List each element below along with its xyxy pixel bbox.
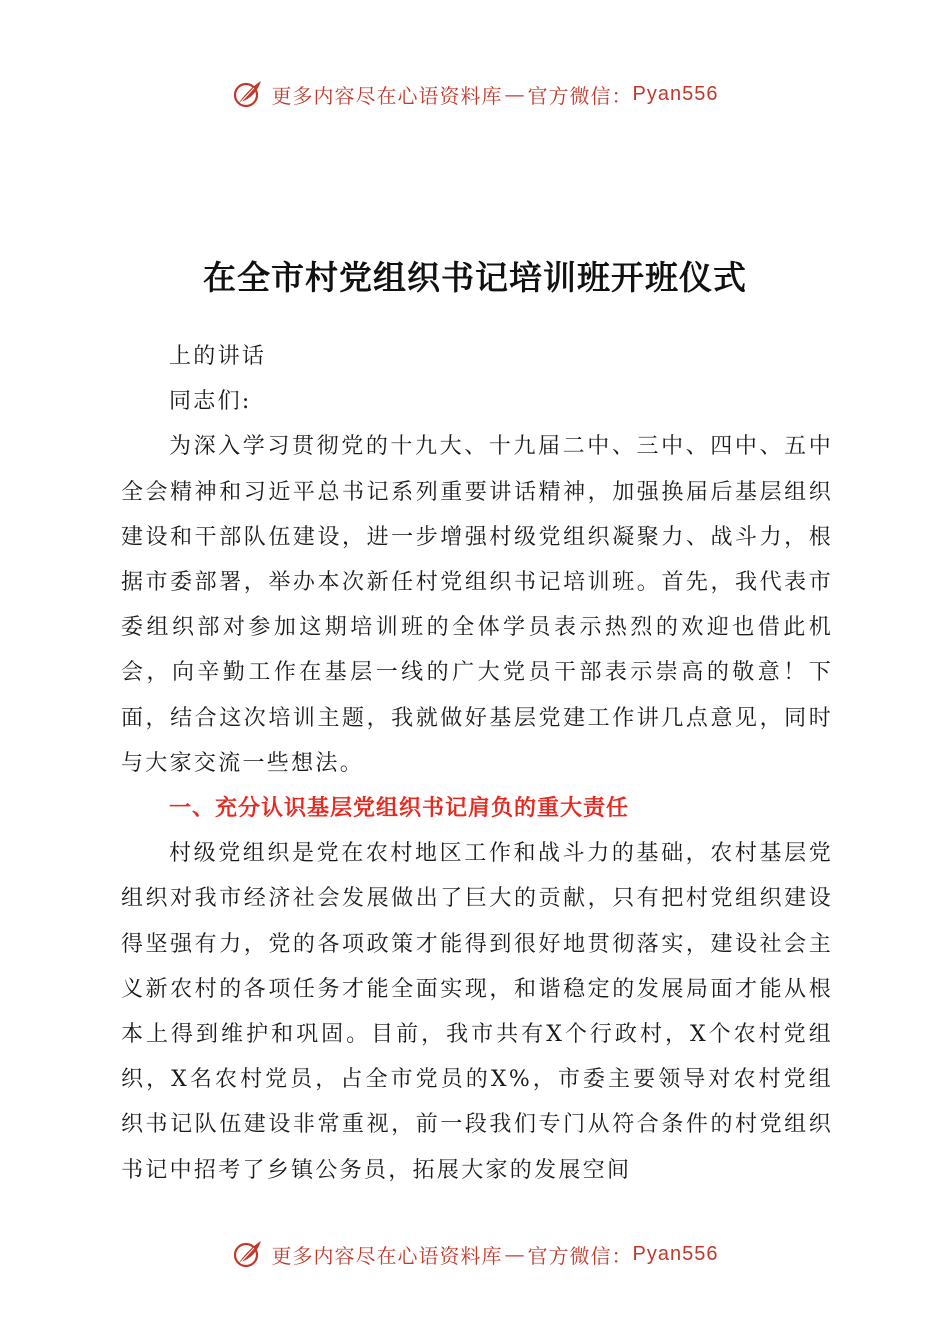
- watermark-wechat-id: Pyan556: [632, 1242, 719, 1265]
- header-watermark: [0, 74, 950, 114]
- section-heading: 一、充分认识基层党组织书记肩负的重大责任: [169, 796, 630, 822]
- document-body: [121, 334, 833, 1193]
- document-subtitle: 上的讲话: [169, 344, 267, 369]
- watermark-separator: —: [504, 1242, 526, 1266]
- footer-watermark: [0, 1234, 950, 1274]
- watermark-wechat-id: Pyan556: [632, 82, 719, 105]
- document-title: 在全市村党组织书记培训班开班仪式: [203, 258, 747, 297]
- salutation: 同志们:: [169, 389, 252, 415]
- feather-quill-icon: [232, 1238, 264, 1270]
- watermark-wechat-label: 官方微信：: [527, 83, 633, 108]
- watermark-text: 更多内容尽在心语资料库: [271, 83, 503, 108]
- watermark-separator: —: [504, 82, 526, 106]
- watermark-text: 更多内容尽在心语资料库: [271, 1243, 503, 1268]
- feather-quill-icon: [232, 78, 264, 110]
- intro-paragraph: 为深入学习贯彻党的十九大、十九届二中、三中、四中、五中全会精神和习近平总书记系列重要讲话精神，加强换届后基层组织建设和干部队伍建设，进一步增强村级党组织凝聚力、战斗力，根据市委部署，举办本次新任村党组织书记培训班。首先，我代表市委组织部对参加这期培训班的全体学员表示热烈的欢迎也借此机会，向辛勤工作在基层一线的广大党员干部表示崇高的敬意！下面，结合这次培训主题，我就做好基层党建工作讲几点意见，同时与大家交流一些想法。: [121, 434, 833, 776]
- watermark-wechat-label: 官方微信：: [527, 1243, 633, 1268]
- section-paragraph: 村级党组织是党在农村地区工作和战斗力的基础，农村基层党组织对我市经济社会发展做出了巨大的贡献，只有把村党组织建设得坚强有力，党的各项政策才能得到很好地贯彻落实，建设社会主义新农村的各项任务才能全面实现，和谐稳定的发展局面才能从根本上得到维护和巩固。目前，我市共有X个行政村，X个农村党组织，X名农村党员，占全市党员的X%，市委主要领导对农村党组织书记队伍建设非常重视，前一段我们专门从符合条件的村党组织书记中招考了乡镇公务员，拓展大家的发展空间: [121, 841, 833, 1183]
